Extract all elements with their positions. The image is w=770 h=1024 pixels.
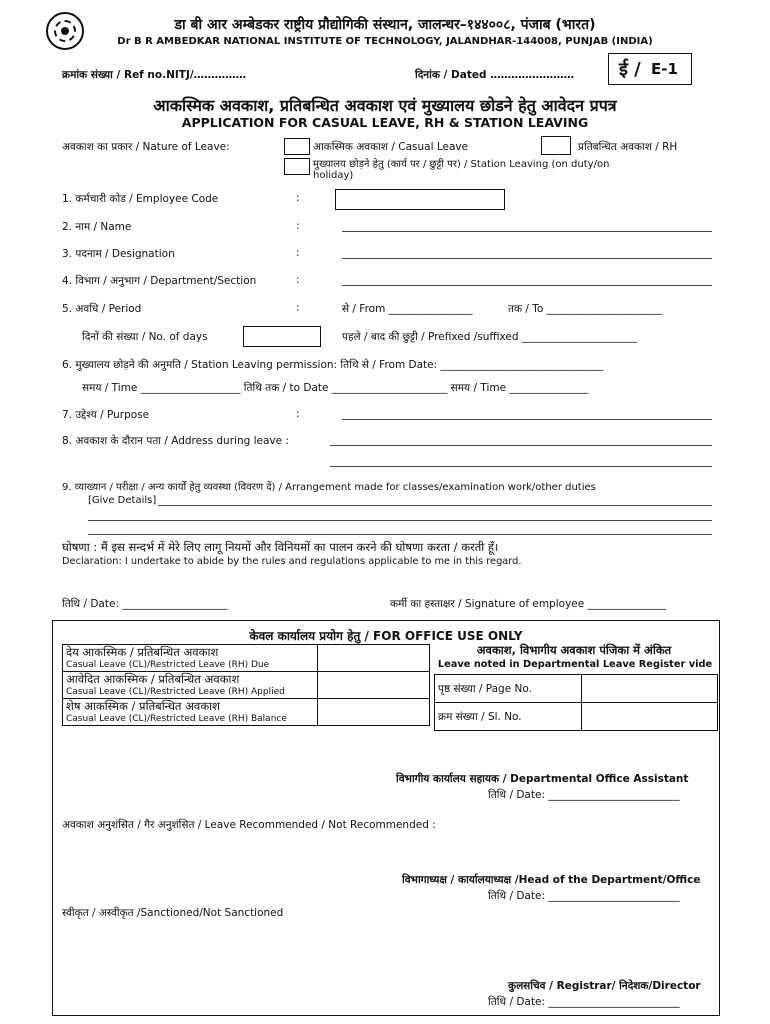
colon: :	[296, 192, 300, 204]
rh-checkbox[interactable]	[541, 136, 571, 155]
form-title-english: APPLICATION FOR CASUAL LEAVE, RH & STATION LEAVING	[181, 115, 589, 130]
address-label: 8. अवकाश के दौरान पता / Address during leave :	[62, 435, 289, 447]
form-code-box	[608, 53, 692, 85]
hod-date[interactable]: तिथि / Date: _________________________	[488, 890, 680, 902]
station-leaving-checkbox[interactable]	[284, 158, 310, 175]
period-label: 5. अवधि / Period	[62, 303, 142, 315]
no-days-input[interactable]	[243, 326, 321, 347]
assistant-date[interactable]: तिथि / Date: _________________________	[488, 789, 680, 801]
table-row	[435, 675, 718, 703]
employee-code-input[interactable]	[335, 189, 505, 210]
station-leaving-label-2: holiday)	[313, 170, 354, 181]
form-title-hindi: आकस्मिक अवकाश, प्रतिबन्धित अवकाश एवं मुख्यालय छोडने हेतु आवेदन प्रपत्र	[153, 96, 617, 115]
page-no-value[interactable]	[582, 675, 718, 703]
time-row[interactable]: समय / Time ___________________ तिथि तक / to Date ______________________ समय / Time _______________	[82, 382, 589, 394]
purpose-input[interactable]	[342, 419, 712, 420]
applicant-date[interactable]: तिथि / Date: ____________________	[62, 598, 228, 610]
register-table	[434, 674, 718, 731]
department-label: 4. विभाग / अनुभाग / Department/Section	[62, 275, 257, 287]
cl-due-value[interactable]	[318, 645, 430, 672]
registrar-signature: कुलसचिव / Registrar/ निदेशक/Director	[508, 980, 701, 992]
name-input[interactable]	[342, 231, 712, 232]
colon: :	[296, 408, 300, 420]
office-assistant: विभागीय कार्यालय सहायक / Departmental Office Assistant	[396, 773, 689, 785]
dated: दिनांक / Dated ……………………	[415, 69, 575, 81]
table-cell: शेष आकस्मिक / प्रतिबन्धित अवकाश Casual Leave (CL)/Restricted Leave (RH) Balance	[63, 699, 318, 726]
table-row	[435, 703, 718, 731]
station-leaving-label: मुख्यालय छोड़ने हेतु (कार्य पर / छुट्टी पर) / Station Leaving (on duty/on	[313, 159, 610, 170]
table-row	[63, 672, 430, 699]
cl-applied-value[interactable]	[318, 672, 430, 699]
table-cell: पृष्ठ संख्या / Page No.	[435, 675, 582, 703]
arrangement-input-3[interactable]	[88, 534, 712, 535]
table-row	[63, 699, 430, 726]
recommendation-label: अवकाश अनुशंसित / गैर अनुशंसित / Leave Recommended / Not Recommended :	[62, 819, 436, 831]
form-code-hindi: ई /	[619, 59, 641, 80]
ref-no: क्रमांक संख्या / Ref no.NITJ/……………	[62, 69, 247, 81]
table-cell: क्रम संख्या / Sl. No.	[435, 703, 582, 731]
table-row	[63, 645, 430, 672]
form-code: E-1	[651, 60, 678, 78]
department-input[interactable]	[342, 285, 712, 286]
arrangement-label: 9. व्याख्यान / परीक्षा / अन्य कार्यों हेतु व्यवस्था (विवरण दें) / Arrangement made for classes/examination work/other duties	[62, 482, 596, 493]
period-from[interactable]: से / From ________________	[342, 303, 473, 315]
colon: :	[296, 247, 300, 259]
colon: :	[296, 220, 300, 232]
sl-no-value[interactable]	[582, 703, 718, 731]
colon: :	[296, 274, 300, 286]
sanction-label: स्वीकृत / अस्वीकृत /Sanctioned/Not Sanctioned	[62, 907, 284, 919]
address-input[interactable]	[330, 445, 712, 446]
rh-label: प्रतिबन्धित अवकाश / RH	[578, 141, 678, 153]
casual-leave-label: आकस्मिक अवकाश / Casual Leave	[313, 141, 469, 153]
prefixed-suffixed[interactable]: पहले / बाद की छुट्टी / Prefixed /suffixed ______________________	[342, 331, 638, 343]
register-title-hindi: अवकाश, विभागीय अवकाश पंजिका में अंकित	[476, 643, 672, 657]
office-use-title: केवल कार्यालय प्रयोग हेतु / FOR OFFICE USE ONLY	[249, 629, 523, 643]
period-to[interactable]: तक / To ______________________	[508, 303, 663, 315]
employee-code-label: 1. कर्मचारी कोड / Employee Code	[62, 193, 219, 205]
arrangement-input-2[interactable]	[88, 520, 712, 521]
institute-name-english: Dr B R AMBEDKAR NATIONAL INSTITUTE OF TECHNOLOGY, JALANDHAR-144008, PUNJAB (INDIA)	[117, 36, 653, 47]
address-input-2[interactable]	[330, 466, 712, 467]
table-cell: देय आकस्मिक / प्रतिबन्धित अवकाश Casual Leave (CL)/Restricted Leave (RH) Due	[63, 645, 318, 672]
cl-balance-value[interactable]	[318, 699, 430, 726]
designation-label: 3. पदनाम / Designation	[62, 248, 175, 260]
register-title-english: Leave noted in Departmental Leave Register vide	[437, 659, 713, 670]
casual-leave-checkbox[interactable]	[284, 138, 310, 155]
name-label: 2. नाम / Name	[62, 221, 132, 233]
give-details-label: [Give Details]	[88, 495, 157, 506]
declaration-hindi: घोषणा : मैं इस सन्दर्भ में मेरे लिए लागू नियमों और विनियमों का पालन करने की घोषणा करता / करती हूँ।	[62, 540, 499, 554]
employee-signature[interactable]: कर्मी का हस्ताक्षर / Signature of employee _______________	[390, 598, 667, 610]
leave-balance-table	[62, 644, 430, 726]
table-cell: आवेदित आकस्मिक / प्रतिबन्धित अवकाश Casual Leave (CL)/Restricted Leave (RH) Applied	[63, 672, 318, 699]
institute-name-hindi: डा बी आर अम्बेडकर राष्ट्रीय प्रौद्योगिकी संस्थान, जालन्धर–१४४००८, पंजाब (भारत)	[174, 17, 596, 33]
colon: :	[296, 302, 300, 314]
station-permission[interactable]: 6. मुख्यालय छोड़ने की अनुमति / Station Leaving permission: तिथि से / From Date: _______________________________	[62, 359, 604, 371]
no-days-label: दिनों की संख्या / No. of days	[82, 331, 208, 343]
designation-input[interactable]	[342, 258, 712, 259]
declaration-english: Declaration: I undertake to abide by the rules and regulations applicable to me in this regard.	[62, 556, 522, 567]
purpose-label: 7. उद्देश्य / Purpose	[62, 409, 150, 421]
hod-signature: विभागाध्यक्ष / कार्यालयाध्यक्ष /Head of the Department/Office	[402, 874, 701, 886]
arrangement-input[interactable]	[158, 505, 712, 506]
registrar-date[interactable]: तिथि / Date: _________________________	[488, 996, 680, 1008]
nature-label: अवकाश का प्रकार / Nature of Leave:	[62, 141, 230, 153]
